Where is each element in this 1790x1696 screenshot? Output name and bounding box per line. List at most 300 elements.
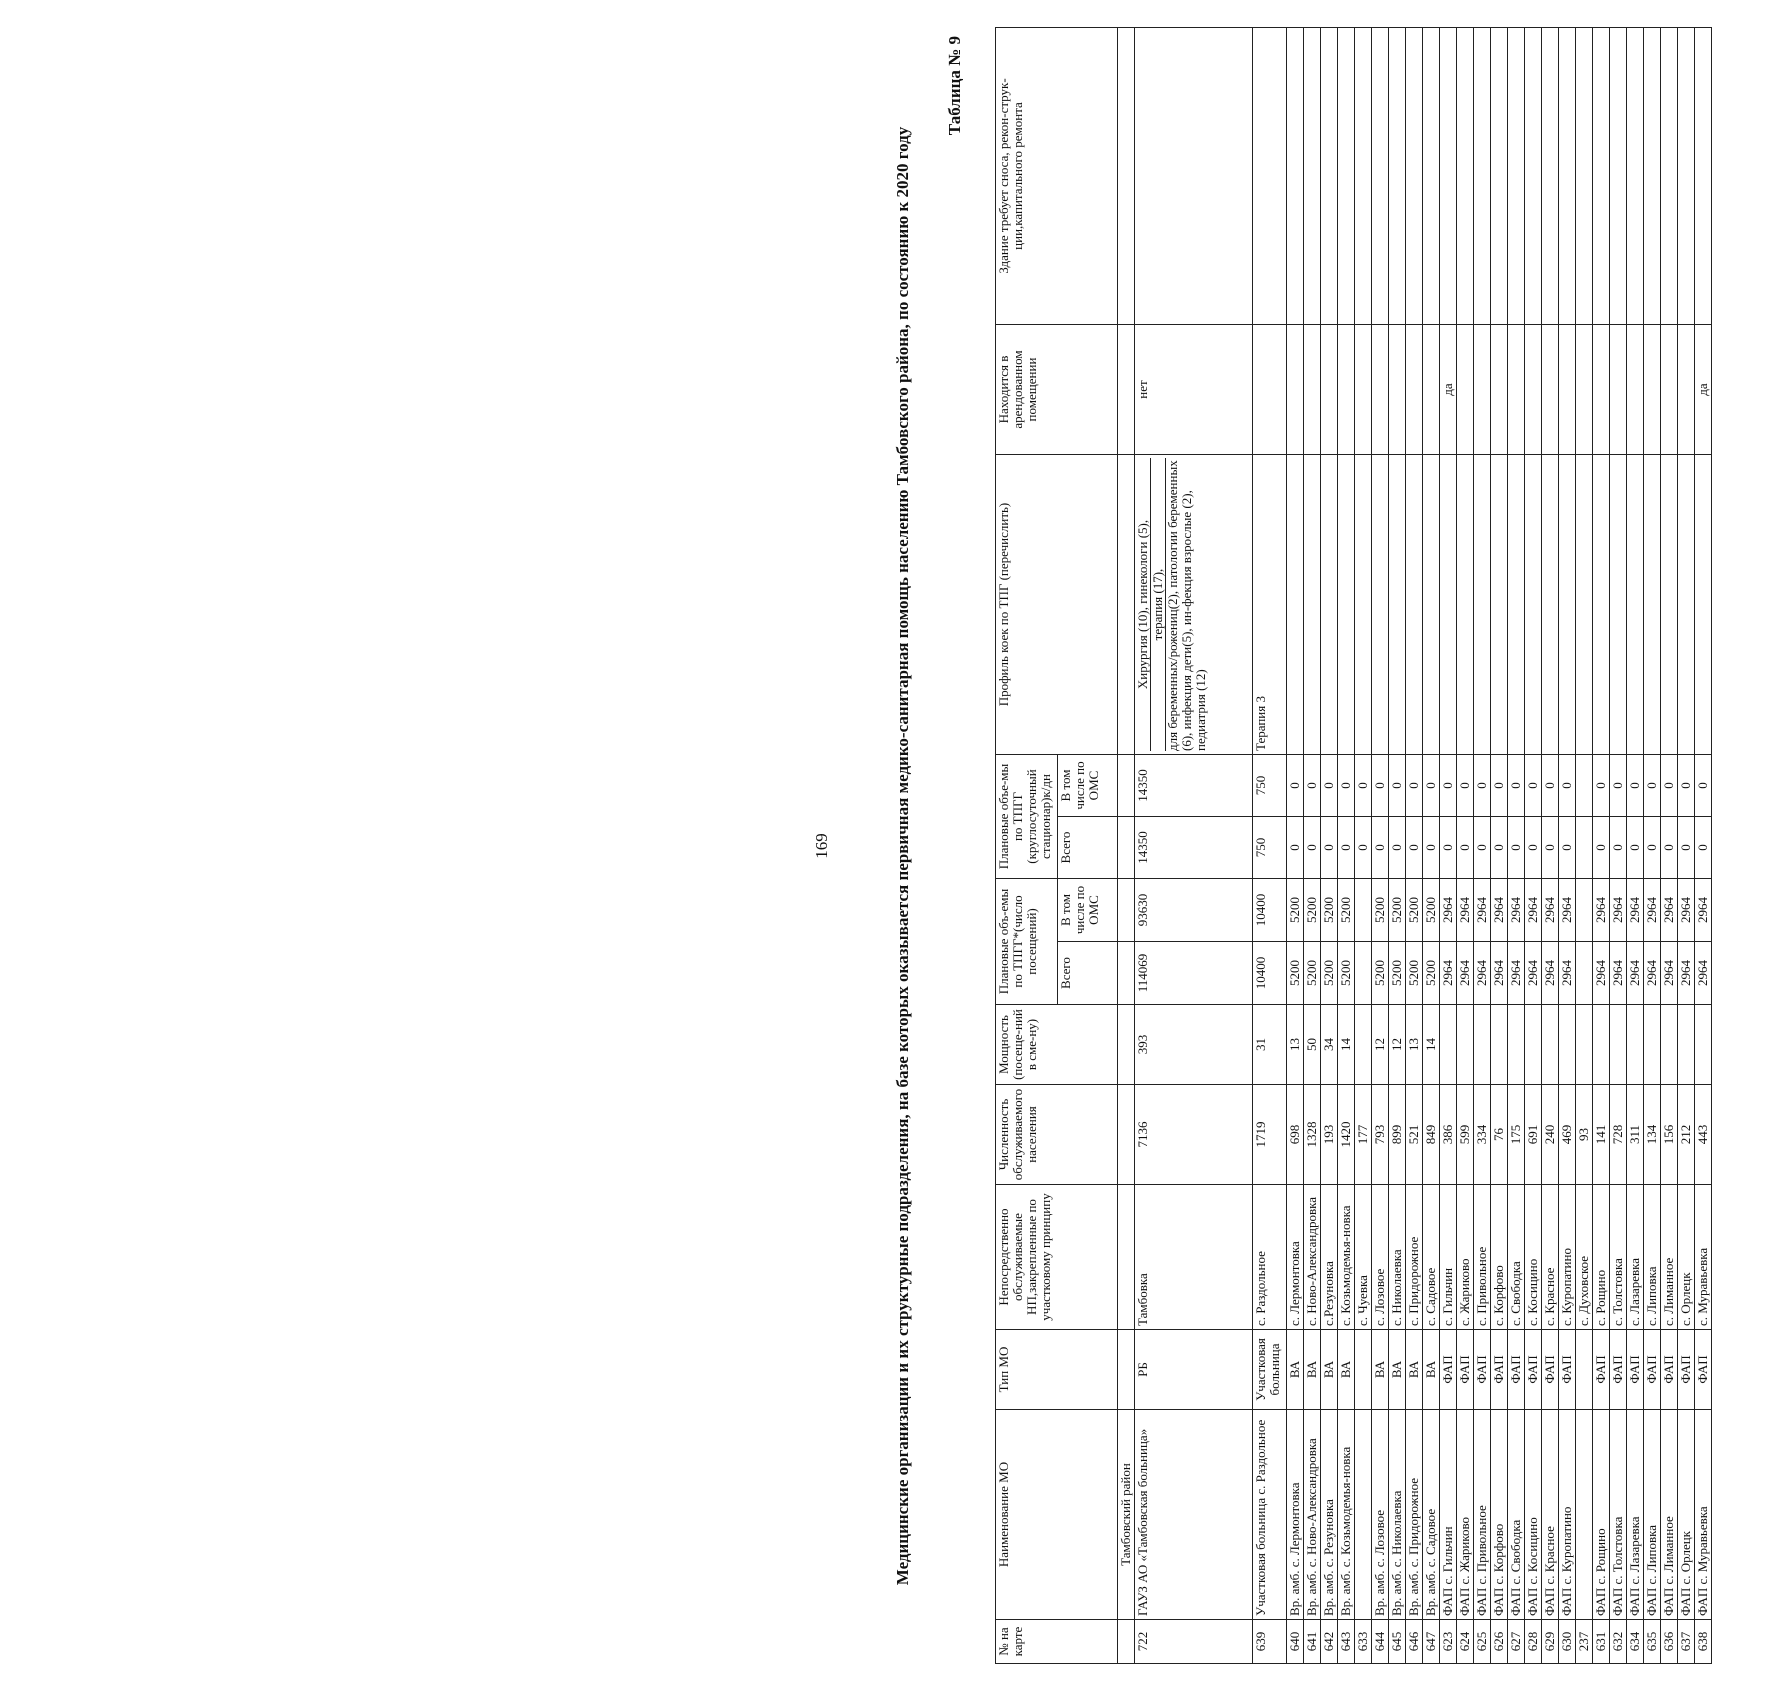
cell-visits-total: 5200	[1287, 942, 1304, 1005]
cell-type: ФАП	[1457, 1330, 1474, 1410]
cell-repair	[1695, 28, 1712, 325]
cell-visits-oms: 2964	[1508, 879, 1525, 942]
header-type: Тип МО	[996, 1330, 1118, 1410]
table-row	[1355, 28, 1372, 1664]
cell-name: ФАП с. Толстовка	[1610, 1410, 1627, 1620]
cell-population: 134	[1644, 1085, 1661, 1185]
cell-beds-oms: 0	[1695, 755, 1712, 817]
cell-np: с. Ново-Александровка	[1304, 1185, 1321, 1330]
cell-population: 334	[1474, 1085, 1491, 1185]
cell-profile	[1304, 455, 1321, 755]
cell-np: с. Косицино	[1525, 1185, 1542, 1330]
cell-beds-total: 0	[1525, 817, 1542, 879]
cell-np: с. Привольное	[1474, 1185, 1491, 1330]
cell-visits-total: 2964	[1508, 942, 1525, 1005]
cell-np: с. Корфово	[1491, 1185, 1508, 1330]
cell-visits-total: 2964	[1542, 942, 1559, 1005]
cell-beds-total: 0	[1593, 817, 1610, 879]
cell-num: 632	[1610, 1620, 1627, 1664]
table-body	[1118, 28, 1712, 1664]
cell-type: ФАП	[1661, 1330, 1678, 1410]
cell-visits-total: 114069	[1135, 942, 1253, 1005]
cell-profile	[1389, 455, 1406, 755]
cell-num: 631	[1593, 1620, 1610, 1664]
cell-beds-total: 0	[1304, 817, 1321, 879]
cell-num: 636	[1661, 1620, 1678, 1664]
cell-capacity	[1474, 1005, 1491, 1085]
cell-capacity	[1355, 1005, 1372, 1085]
cell-beds-oms: 0	[1661, 755, 1678, 817]
cell-num: 629	[1542, 1620, 1559, 1664]
cell-num: 641	[1304, 1620, 1321, 1664]
table-row	[1695, 28, 1712, 1664]
cell-type: ФАП	[1644, 1330, 1661, 1410]
cell-profile	[1287, 455, 1304, 755]
cell-profile	[1627, 455, 1644, 755]
cell-beds-total: 0	[1389, 817, 1406, 879]
cell-repair	[1253, 28, 1287, 325]
table-row	[1644, 28, 1661, 1664]
cell-population: 76	[1491, 1085, 1508, 1185]
cell-population: 1328	[1304, 1085, 1321, 1185]
cell-beds-oms: 0	[1610, 755, 1627, 817]
cell-population: 311	[1627, 1085, 1644, 1185]
cell-repair	[1423, 28, 1440, 325]
cell-type	[1355, 1330, 1372, 1410]
cell-rented	[1389, 325, 1406, 455]
header-capacity: Мощность (посеще-ний в сме-ну)	[996, 1005, 1118, 1085]
cell-type: ФАП	[1525, 1330, 1542, 1410]
header-rented: Находится в арендованном помещении	[996, 325, 1118, 455]
cell-visits-oms: 5200	[1406, 879, 1423, 942]
table-row	[1135, 28, 1253, 1664]
cell-profile	[1610, 455, 1627, 755]
cell-rented	[1338, 325, 1355, 455]
cell-name: ФАП с. Корфово	[1491, 1410, 1508, 1620]
cell-beds-oms: 0	[1542, 755, 1559, 817]
cell-num: 644	[1372, 1620, 1389, 1664]
cell-num: 647	[1423, 1620, 1440, 1664]
cell-type: ВА	[1372, 1330, 1389, 1410]
cell-rented	[1423, 325, 1440, 455]
header-visits-total: Всего	[1058, 942, 1118, 1005]
cell-beds-total: 0	[1474, 817, 1491, 879]
cell-repair	[1508, 28, 1525, 325]
cell-type: ФАП	[1559, 1330, 1576, 1410]
cell-type: ФАП	[1508, 1330, 1525, 1410]
page-number: 169	[812, 833, 831, 859]
cell-population: 521	[1406, 1085, 1423, 1185]
cell-np: с. Лермонтовка	[1287, 1185, 1304, 1330]
cell-repair	[1338, 28, 1355, 325]
cell-beds-total	[1576, 817, 1593, 879]
cell-profile	[1576, 455, 1593, 755]
table-row	[1440, 28, 1457, 1664]
cell-capacity: 12	[1372, 1005, 1389, 1085]
cell-visits-total: 2964	[1525, 942, 1542, 1005]
cell-beds-total: 0	[1338, 817, 1355, 879]
cell-visits-total: 2964	[1695, 942, 1712, 1005]
cell-num: 645	[1389, 1620, 1406, 1664]
cell-beds-total: 750	[1253, 817, 1287, 879]
cell-np: с. Чуевка	[1355, 1185, 1372, 1330]
cell-visits-oms: 5200	[1321, 879, 1338, 942]
cell-capacity	[1610, 1005, 1627, 1085]
cell-capacity	[1627, 1005, 1644, 1085]
cell-visits-total: 2964	[1678, 942, 1695, 1005]
cell-profile	[1491, 455, 1508, 755]
cell-beds-oms: 0	[1321, 755, 1338, 817]
cell-profile	[1135, 455, 1253, 755]
cell-beds-oms: 0	[1304, 755, 1321, 817]
cell-profile	[1542, 455, 1559, 755]
cell-population: 386	[1440, 1085, 1457, 1185]
cell-name: Вр. амб. с. Николаевка	[1389, 1410, 1406, 1620]
cell-beds-oms: 0	[1525, 755, 1542, 817]
cell-profile	[1406, 455, 1423, 755]
cell-beds-total: 0	[1644, 817, 1661, 879]
cell-rented	[1678, 325, 1695, 455]
cell-beds-oms: 0	[1559, 755, 1576, 817]
profile-line: Хирургия (10), гинекологи (5),	[1136, 458, 1151, 751]
cell-type: ФАП	[1695, 1330, 1712, 1410]
cell-rented: да	[1440, 325, 1457, 455]
header-beds-oms: В том числе по ОМС	[1058, 755, 1118, 817]
cell-visits-oms: 2964	[1457, 879, 1474, 942]
cell-name	[1355, 1410, 1372, 1620]
cell-num: 635	[1644, 1620, 1661, 1664]
cell-rented	[1508, 325, 1525, 455]
cell-name: ФАП с. Куропатино	[1559, 1410, 1576, 1620]
cell-beds-oms: 14350	[1135, 755, 1253, 817]
cell-capacity	[1559, 1005, 1576, 1085]
table-row	[1406, 28, 1423, 1664]
cell-visits-total: 2964	[1610, 942, 1627, 1005]
cell-name: ФАП с. Липовка	[1644, 1410, 1661, 1620]
cell-type: ФАП	[1542, 1330, 1559, 1410]
cell-population: 443	[1695, 1085, 1712, 1185]
table-row	[1474, 28, 1491, 1664]
cell-capacity	[1542, 1005, 1559, 1085]
cell-type: ВА	[1304, 1330, 1321, 1410]
document-title: Медицинские организации и их структурные подразделения, на базе которых оказывается первичная медико-санитарная помощь населению Тамбовского района, по состоянию к 2020 году	[893, 126, 912, 1586]
header-np: Непосредственно обслуживаемые НП,закрепленные по участковому принципу	[996, 1185, 1118, 1330]
cell-beds-total: 0	[1695, 817, 1712, 879]
cell-beds-total: 0	[1355, 817, 1372, 879]
cell-capacity: 31	[1253, 1005, 1287, 1085]
table-row	[1423, 28, 1440, 1664]
cell-population: 698	[1287, 1085, 1304, 1185]
cell-np: с. Липовка	[1644, 1185, 1661, 1330]
cell-name: Участковая больница с. Раздольное	[1253, 1410, 1287, 1620]
cell-beds-total: 0	[1406, 817, 1423, 879]
cell-rented	[1304, 325, 1321, 455]
table-row	[1321, 28, 1338, 1664]
cell-capacity: 34	[1321, 1005, 1338, 1085]
cell-num: 642	[1321, 1620, 1338, 1664]
cell-repair	[1610, 28, 1627, 325]
cell-np: с. Жариково	[1457, 1185, 1474, 1330]
cell-visits-oms: 2964	[1542, 879, 1559, 942]
cell-np: с. Свободка	[1508, 1185, 1525, 1330]
cell-beds-total: 0	[1287, 817, 1304, 879]
cell-rented: нет	[1135, 325, 1253, 455]
cell-beds-total: 0	[1423, 817, 1440, 879]
cell-np: с.Резуновка	[1321, 1185, 1338, 1330]
cell-repair	[1559, 28, 1576, 325]
medical-organizations-table	[995, 27, 1712, 1664]
cell-name: Вр. амб. с. Лермонтовка	[1287, 1410, 1304, 1620]
cell-capacity: 14	[1423, 1005, 1440, 1085]
cell-num: 722	[1135, 1620, 1253, 1664]
cell-rented	[1559, 325, 1576, 455]
cell-name: ФАП с. Жариково	[1457, 1410, 1474, 1620]
cell-visits-total: 5200	[1423, 942, 1440, 1005]
cell-population: 469	[1559, 1085, 1576, 1185]
cell-beds-oms: 0	[1423, 755, 1440, 817]
table-row	[1525, 28, 1542, 1664]
cell-type: ВА	[1338, 1330, 1355, 1410]
cell-name: Вр. амб. с. Придорожное	[1406, 1410, 1423, 1620]
cell-visits-oms: 2964	[1644, 879, 1661, 942]
cell-name: Вр. амб. с. Лозовое	[1372, 1410, 1389, 1620]
cell-repair	[1304, 28, 1321, 325]
cell-np: с. Николаевка	[1389, 1185, 1406, 1330]
cell-beds-total: 0	[1372, 817, 1389, 879]
cell-np: с. Садовое	[1423, 1185, 1440, 1330]
cell-num: 623	[1440, 1620, 1457, 1664]
cell-beds-total: 0	[1610, 817, 1627, 879]
cell-name: Вр. амб. с. Садовое	[1423, 1410, 1440, 1620]
cell-capacity: 393	[1135, 1005, 1253, 1085]
cell-type: ВА	[1321, 1330, 1338, 1410]
cell-visits-total: 5200	[1304, 942, 1321, 1005]
cell-rented	[1406, 325, 1423, 455]
cell-rented	[1593, 325, 1610, 455]
cell-beds-oms: 0	[1457, 755, 1474, 817]
cell-repair	[1355, 28, 1372, 325]
header-beds-total: Всего	[1058, 817, 1118, 879]
cell-type: ВА	[1389, 1330, 1406, 1410]
cell-np: с. Лозовое	[1372, 1185, 1389, 1330]
cell-visits-total: 2964	[1661, 942, 1678, 1005]
table-row	[1304, 28, 1321, 1664]
cell-type: ВА	[1423, 1330, 1440, 1410]
cell-profile	[1355, 455, 1372, 755]
cell-beds-oms: 0	[1508, 755, 1525, 817]
cell-type: ФАП	[1491, 1330, 1508, 1410]
cell-num: 237	[1576, 1620, 1593, 1664]
profile-line: для беременных/рожениц(2), патологии беременных (6), инфекция дети(5), ин-фекция взрослые (2), педиатрия (12)	[1165, 460, 1208, 751]
cell-num: 624	[1457, 1620, 1474, 1664]
cell-beds-oms: 0	[1287, 755, 1304, 817]
cell-profile	[1508, 455, 1525, 755]
cell-repair	[1321, 28, 1338, 325]
profile-line: терапия (17),	[1151, 458, 1166, 751]
cell-repair	[1440, 28, 1457, 325]
cell-visits-oms: 5200	[1338, 879, 1355, 942]
cell-num: 628	[1525, 1620, 1542, 1664]
cell-repair	[1644, 28, 1661, 325]
cell-np: с. Красное	[1542, 1185, 1559, 1330]
cell-profile	[1661, 455, 1678, 755]
cell-profile	[1372, 455, 1389, 755]
cell-capacity	[1491, 1005, 1508, 1085]
cell-population: 177	[1355, 1085, 1372, 1185]
header-name: Наименование МО	[996, 1410, 1118, 1620]
header-profile: Профиль коек по ТПГ (перечислить)	[996, 455, 1118, 755]
cell-capacity	[1508, 1005, 1525, 1085]
cell-profile	[1695, 455, 1712, 755]
cell-repair	[1372, 28, 1389, 325]
cell-capacity: 13	[1287, 1005, 1304, 1085]
cell-beds-oms: 0	[1440, 755, 1457, 817]
cell-population: 93	[1576, 1085, 1593, 1185]
cell-profile	[1525, 455, 1542, 755]
cell-capacity: 14	[1338, 1005, 1355, 1085]
cell-num: 637	[1678, 1620, 1695, 1664]
cell-profile	[1321, 455, 1338, 755]
cell-visits-total: 2964	[1559, 942, 1576, 1005]
cell-rented	[1644, 325, 1661, 455]
cell-visits-oms: 2964	[1491, 879, 1508, 942]
cell-np: с. Придорожное	[1406, 1185, 1423, 1330]
header-visits: Плановые объ-емы по ТПГГ*(число посещений)	[996, 879, 1058, 1005]
cell-name: ГАУЗ АО «Тамбовская больница»	[1135, 1410, 1253, 1620]
table-row	[1372, 28, 1389, 1664]
cell-repair	[1627, 28, 1644, 325]
cell-name: Вр. амб. с. Козьмодемья-новка	[1338, 1410, 1355, 1620]
cell-capacity: 50	[1304, 1005, 1321, 1085]
cell-rented	[1287, 325, 1304, 455]
cell-beds-total: 0	[1661, 817, 1678, 879]
cell-visits-total: 2964	[1440, 942, 1457, 1005]
cell-visits-oms: 2964	[1440, 879, 1457, 942]
cell-capacity	[1457, 1005, 1474, 1085]
cell-capacity	[1440, 1005, 1457, 1085]
table-row	[1576, 28, 1593, 1664]
cell-name: Вр. амб. с. Резуновка	[1321, 1410, 1338, 1620]
cell-name	[1576, 1410, 1593, 1620]
cell-population: 793	[1372, 1085, 1389, 1185]
table-row	[1542, 28, 1559, 1664]
cell-np: с. Козьмодемья-новка	[1338, 1185, 1355, 1330]
cell-rented: да	[1695, 325, 1712, 455]
cell-visits-total: 2964	[1627, 942, 1644, 1005]
cell-name: ФАП с. Гильчин	[1440, 1410, 1457, 1620]
cell-population: 156	[1661, 1085, 1678, 1185]
cell-beds-oms: 0	[1389, 755, 1406, 817]
cell-type: ВА	[1406, 1330, 1423, 1410]
cell-population: 899	[1389, 1085, 1406, 1185]
table-row	[1389, 28, 1406, 1664]
cell-visits-total: 5200	[1372, 942, 1389, 1005]
cell-beds-total: 0	[1321, 817, 1338, 879]
cell-rented	[1491, 325, 1508, 455]
cell-type: ФАП	[1474, 1330, 1491, 1410]
cell-repair	[1542, 28, 1559, 325]
cell-beds-total: 0	[1678, 817, 1695, 879]
cell-population: 691	[1525, 1085, 1542, 1185]
cell-beds-oms: 0	[1372, 755, 1389, 817]
cell-visits-total: 10400	[1253, 942, 1287, 1005]
cell-profile	[1423, 455, 1440, 755]
cell-num: 643	[1338, 1620, 1355, 1664]
header-visits-oms: В том числе по ОМС	[1058, 879, 1118, 942]
cell-num: 625	[1474, 1620, 1491, 1664]
cell-rented	[1542, 325, 1559, 455]
cell-rented	[1627, 325, 1644, 455]
cell-name: ФАП с. Привольное	[1474, 1410, 1491, 1620]
cell-repair	[1678, 28, 1695, 325]
cell-beds-total: 0	[1508, 817, 1525, 879]
cell-profile	[1457, 455, 1474, 755]
cell-beds-oms: 0	[1338, 755, 1355, 817]
cell-profile	[1440, 455, 1457, 755]
cell-np: Тамбовка	[1135, 1185, 1253, 1330]
cell-capacity	[1593, 1005, 1610, 1085]
cell-name: ФАП с. Рощино	[1593, 1410, 1610, 1620]
cell-num: 638	[1695, 1620, 1712, 1664]
cell-rented	[1457, 325, 1474, 455]
cell-num: 634	[1627, 1620, 1644, 1664]
cell-beds-total: 0	[1559, 817, 1576, 879]
cell-repair	[1576, 28, 1593, 325]
cell-population: 240	[1542, 1085, 1559, 1185]
cell-type: ФАП	[1627, 1330, 1644, 1410]
cell-population: 1719	[1253, 1085, 1287, 1185]
cell-rented	[1372, 325, 1389, 455]
table-row	[1627, 28, 1644, 1664]
cell-repair	[1389, 28, 1406, 325]
table-row	[1610, 28, 1627, 1664]
cell-type: Участковая больница	[1253, 1330, 1287, 1410]
cell-beds-oms	[1576, 755, 1593, 817]
cell-np: с. Гильчин	[1440, 1185, 1457, 1330]
cell-visits-oms: 2964	[1695, 879, 1712, 942]
district-row	[1118, 28, 1135, 1664]
cell-beds-oms: 0	[1678, 755, 1695, 817]
cell-visits-oms: 2964	[1678, 879, 1695, 942]
cell-visits-total: 5200	[1406, 942, 1423, 1005]
header-repair: Здание требует сноса, рекон-струк-ции,капитального ремонта	[996, 28, 1118, 325]
cell-visits-oms: 2964	[1525, 879, 1542, 942]
cell-visits-total: 2964	[1474, 942, 1491, 1005]
cell-population: 175	[1508, 1085, 1525, 1185]
cell-num: 627	[1508, 1620, 1525, 1664]
table-row	[1287, 28, 1304, 1664]
header-population: Численность обслуживаемого населения	[996, 1085, 1118, 1185]
cell-beds-total: 14350	[1135, 817, 1253, 879]
cell-name: ФАП с. Лиманное	[1661, 1410, 1678, 1620]
cell-beds-oms: 0	[1644, 755, 1661, 817]
cell-beds-total: 0	[1542, 817, 1559, 879]
cell-np: с. Толстовка	[1610, 1185, 1627, 1330]
cell-population: 1420	[1338, 1085, 1355, 1185]
cell-np: с. Куропатино	[1559, 1185, 1576, 1330]
cell-type: ФАП	[1610, 1330, 1627, 1410]
cell-population: 599	[1457, 1085, 1474, 1185]
cell-rented	[1610, 325, 1627, 455]
cell-rented	[1661, 325, 1678, 455]
cell-num: 646	[1406, 1620, 1423, 1664]
cell-profile	[1559, 455, 1576, 755]
cell-type: РБ	[1135, 1330, 1253, 1410]
cell-rented	[1576, 325, 1593, 455]
cell-name: ФАП с. Красное	[1542, 1410, 1559, 1620]
cell-visits-total: 2964	[1457, 942, 1474, 1005]
cell-rented	[1253, 325, 1287, 455]
